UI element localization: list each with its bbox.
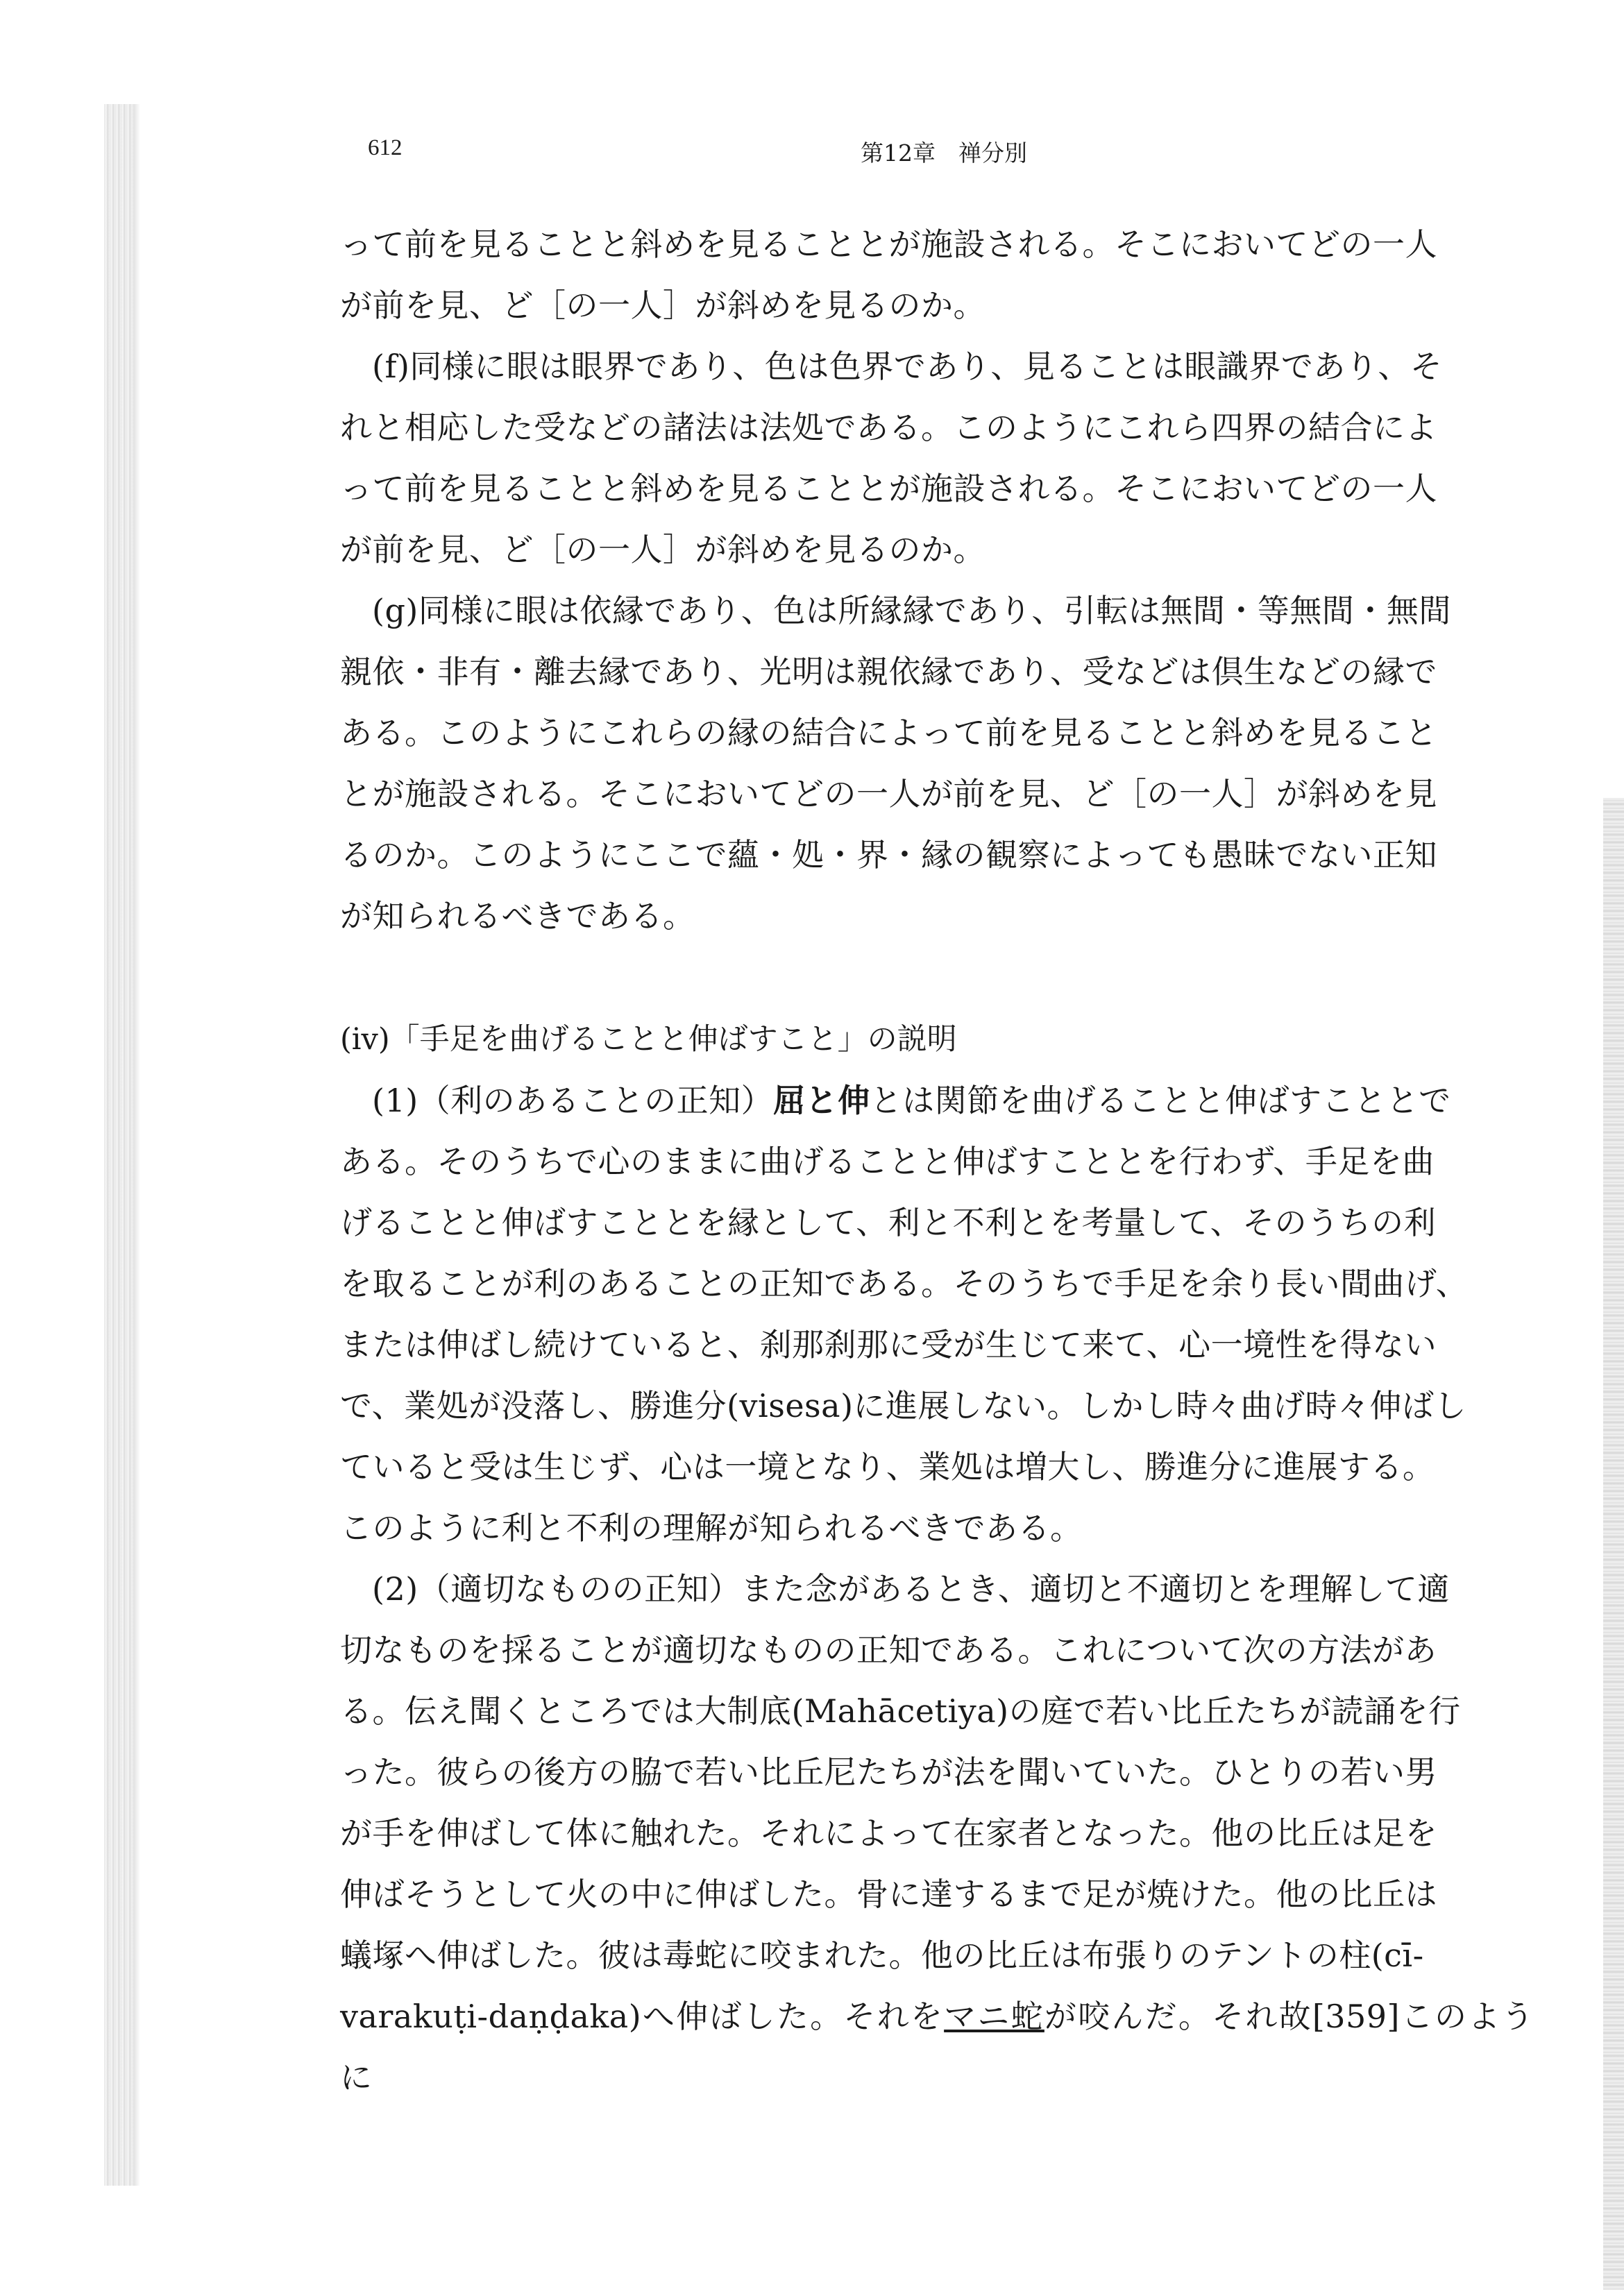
paragraph-lead: (1)（利のあることの正知） (372, 1082, 774, 1119)
paragraph-g (340, 580, 1534, 946)
text-line: (g)同様に眼は依縁であり、色は所縁縁であり、引転は無間・等無間・無間 (372, 592, 1451, 629)
text-line: varakuṭi-daṇḍaka)へ伸ばした。それを (340, 1998, 945, 2035)
section-heading: (iv)「手足を曲げることと伸ばすこと」の説明 (340, 1022, 957, 1057)
text-line: が前を見、ど［の一人］が斜めを見るのか。 (340, 531, 986, 568)
text-line: とは関節を曲げることと伸ばすこととで (870, 1082, 1451, 1119)
text-line: (2)（適切なものの正知）また念があるとき、適切と不適切とを理解して適 (372, 1570, 1450, 1608)
text-line: 切なものを採ることが適切なものの正知である。これについて次の方法があ (340, 1631, 1437, 1669)
text-line: が前を見、ど［の一人］が斜めを見るのか。 (340, 287, 986, 324)
text-line: とが施設される。そこにおいてどの一人が前を見、ど［の一人］が斜めを見 (340, 775, 1437, 813)
text-line: るのか。このようにここで蘊・処・界・縁の観察によっても愚昧でない正知 (340, 836, 1437, 874)
text-line: (f)同様に眼は眼界であり、色は色界であり、見ることは眼識界であり、そ (372, 348, 1443, 385)
page-edge-shadow (1603, 798, 1624, 2290)
text-line: った。彼らの後方の脇で若い比丘尼たちが法を聞いていた。ひとりの若い男 (340, 1753, 1437, 1791)
text-line: が手を伸ばして体に触れた。それによって在家者となった。他の比丘は足を (340, 1814, 1437, 1852)
text-line: 伸ばそうとして火の中に伸ばした。骨に達するまで足が焼けた。他の比丘は (340, 1876, 1437, 1913)
text-line: で、業処が没落し、勝進分(visesa)に進展しない。しかし時々曲げ時々伸ばし (340, 1387, 1467, 1425)
paragraph-1-benefit (340, 1070, 1534, 1558)
paragraph-2-suitability (340, 1558, 1534, 2108)
text-line: を取ることが利のあることの正知である。そのうちで手足を余り長い間曲げ、 (340, 1265, 1469, 1302)
page-number: 612 (368, 135, 403, 160)
text-line: が咬んだ。それ故[359]このように (340, 1998, 1534, 2096)
text-line: れと相応した受などの諸法は法処である。このようにこれら四界の結合によ (340, 409, 1437, 446)
page-header (368, 135, 1548, 177)
text-line: る。伝え聞くところでは大制底(Mahācetiya)の庭で若い比丘たちが読誦を行 (340, 1692, 1461, 1730)
text-line: ある。このようにこれらの縁の結合によって前を見ることと斜めを見ること (340, 714, 1437, 751)
text-line: 蟻塚へ伸ばした。彼は毒蛇に咬まれた。他の比丘は布張りのテントの柱(cī- (340, 1937, 1424, 1974)
text-line: 親依・非有・離去縁であり、光明は親依縁であり、受などは倶生などの縁で (340, 653, 1437, 690)
text-line: ていると受は生じず、心は一境となり、業処は増大し、勝進分に進展する。 (340, 1448, 1435, 1486)
text-line: が知られるべきである。 (340, 897, 695, 935)
text-line: げることと伸ばすこととを縁として、利と不利とを考量して、そのうちの利 (340, 1204, 1437, 1241)
text-line: って前を見ることと斜めを見ることとが施設される。そこにおいてどの一人 (340, 470, 1437, 507)
text-line: または伸ばし続けていると、刹那刹那に受が生じて来て、心一境性を得ない (340, 1326, 1437, 1363)
paragraph-f (340, 336, 1534, 580)
text-line: このように利と不利の理解が知られるべきである。 (340, 1509, 1083, 1547)
text-line: って前を見ることと斜めを見ることとが施設される。そこにおいてどの一人 (340, 226, 1437, 263)
binding-shadow-edge (133, 104, 140, 2186)
bold-term: 屈と伸 (773, 1082, 870, 1119)
chapter-title: 第12章 禅分別 (861, 139, 1027, 167)
text-line: ある。そのうちで心のままに曲げることと伸ばすこととを行わず、手足を曲 (340, 1143, 1435, 1180)
page-body (340, 214, 1534, 2108)
paragraph-e-continued (340, 214, 1534, 336)
underlined-term: マニ蛇 (944, 1998, 1044, 2035)
binding-shadow (104, 104, 133, 2186)
